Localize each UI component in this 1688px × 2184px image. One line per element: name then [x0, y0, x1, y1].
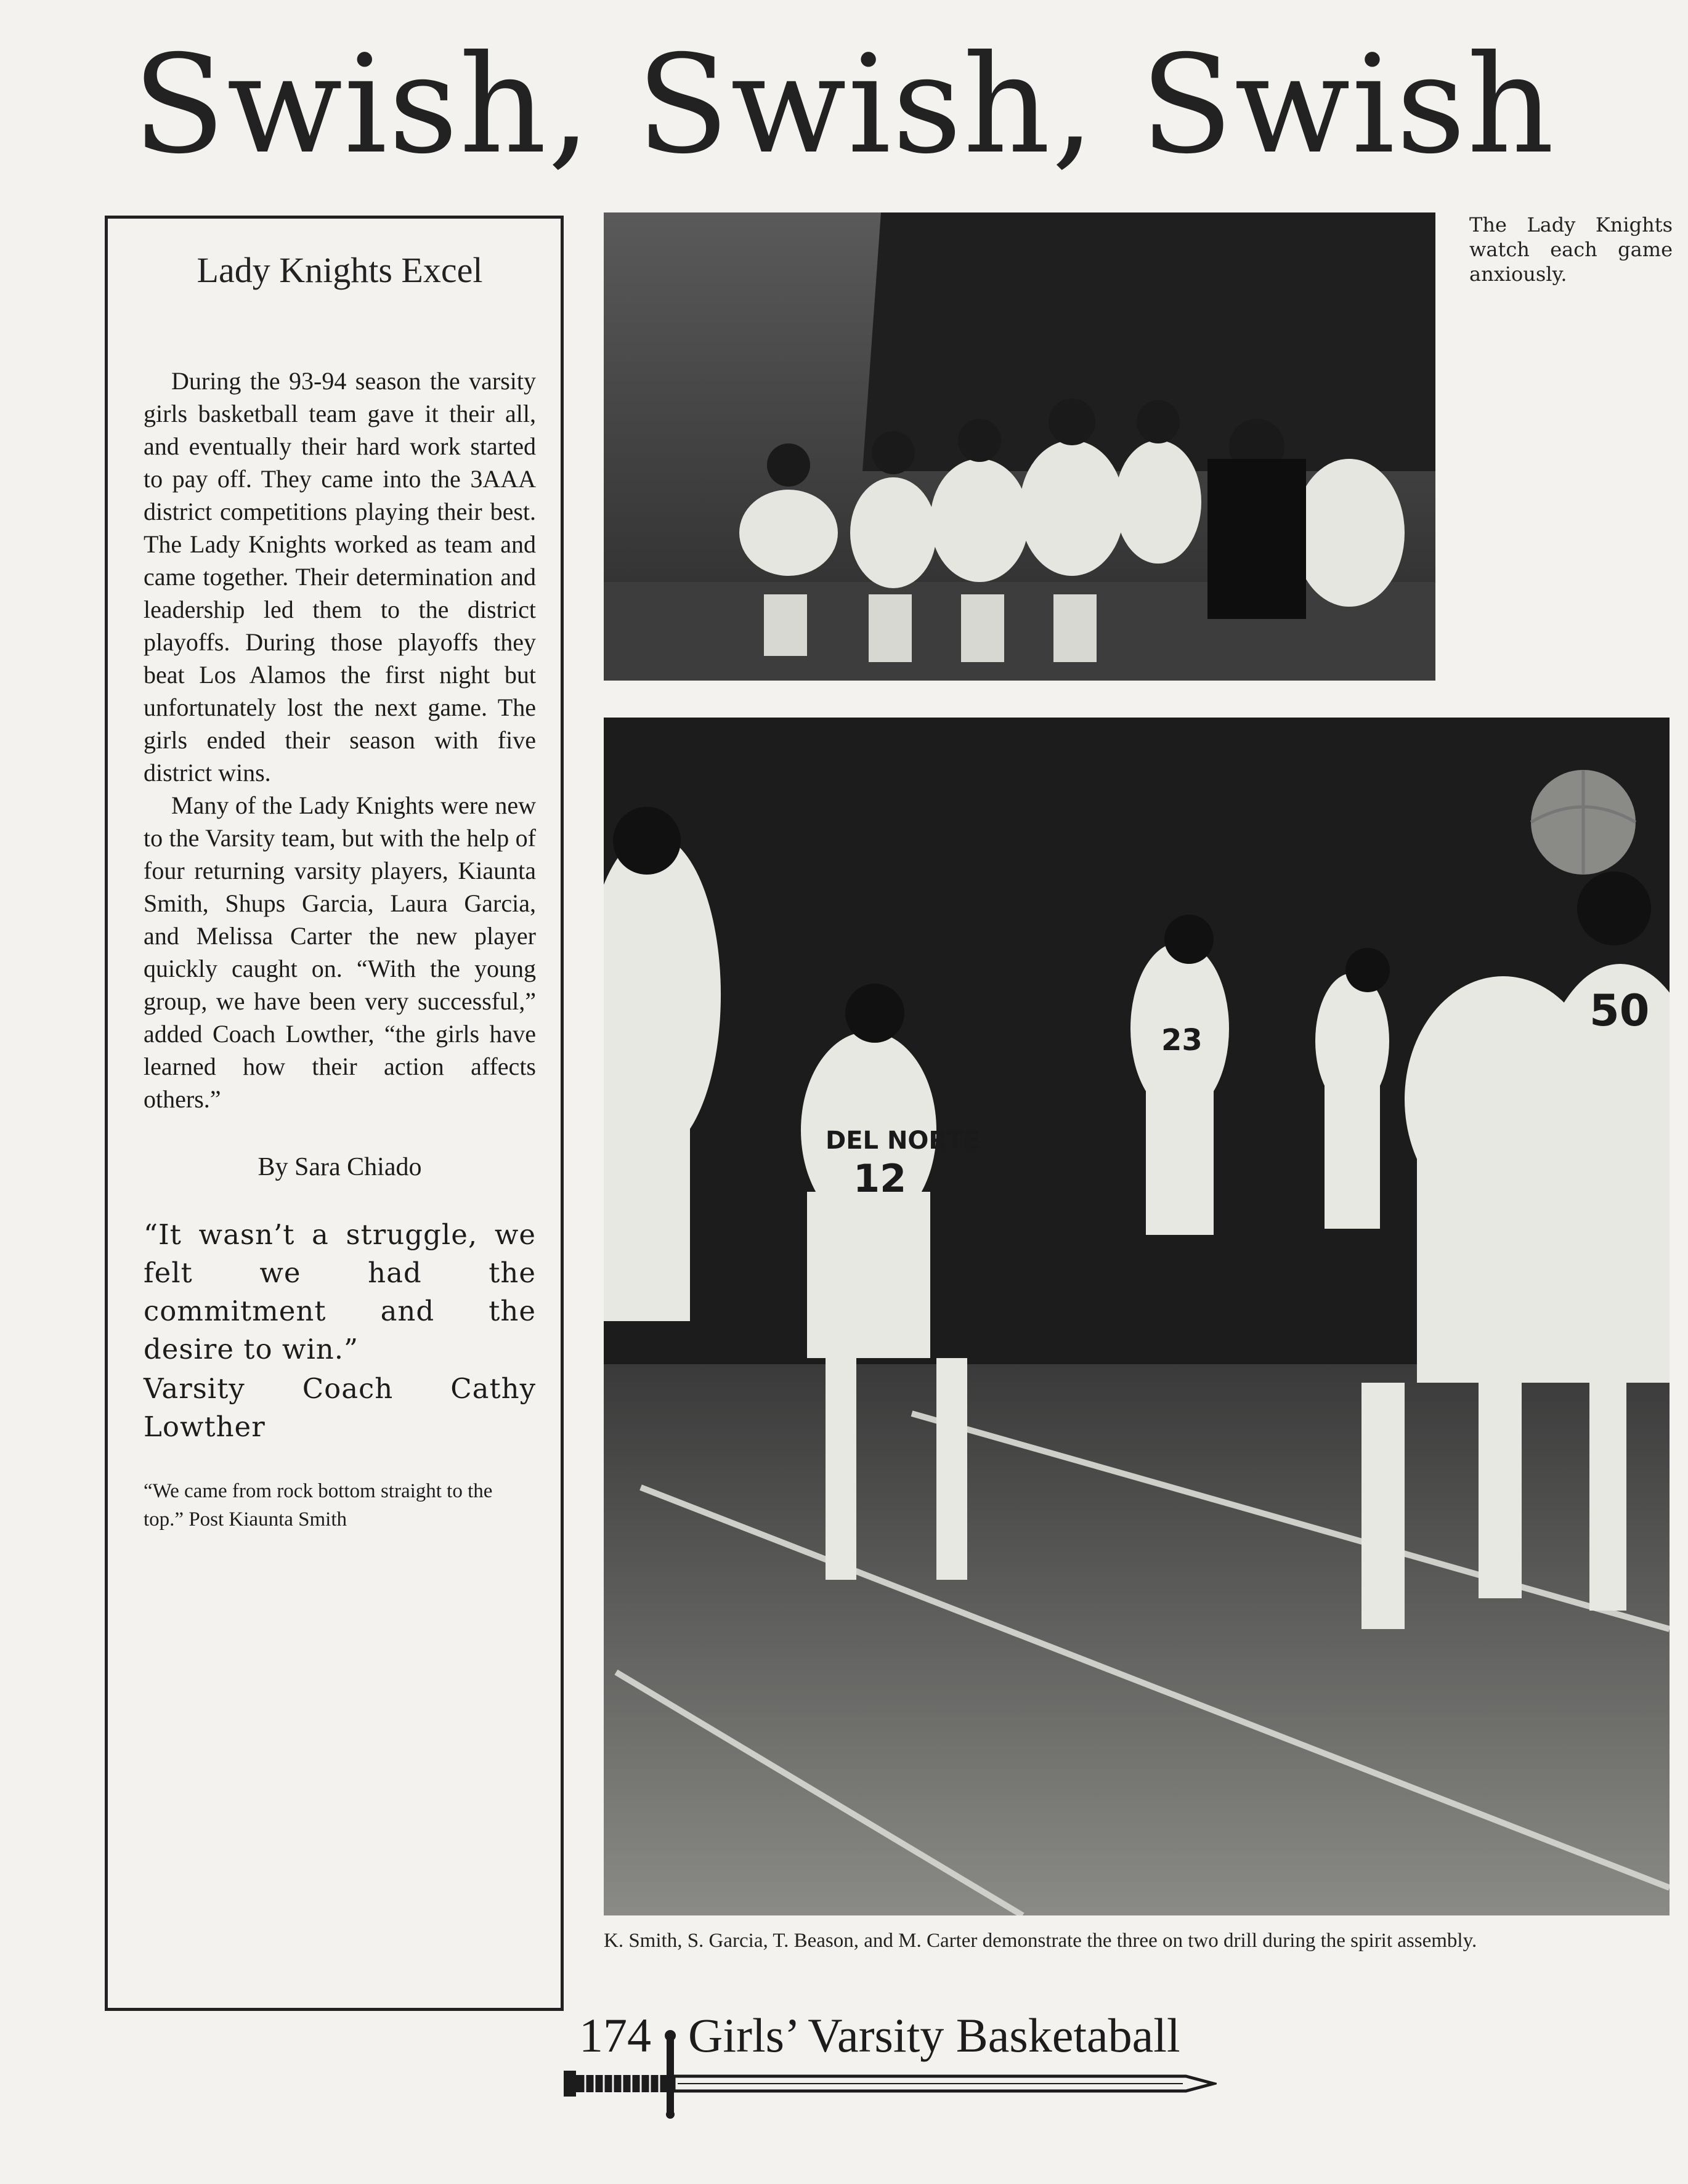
- page-headline: Swish, Swish, Swish: [132, 26, 1556, 184]
- sword-icon: [564, 2011, 1217, 2119]
- story-body: [144, 365, 536, 1115]
- photo-bench-image: [604, 212, 1435, 681]
- court-jersey-text: DEL NORTE: [826, 1126, 981, 1155]
- pull-quote-text: “It wasn’t a struggle, we felt we had the commitment and the desire to win.”: [144, 1218, 536, 1365]
- small-quote: “We came from rock bottom straight to the top.” Post Kiaunta Smith: [144, 1480, 493, 1531]
- story-title: Lady Knights Excel: [197, 250, 483, 290]
- story-paragraph-1: During the 93-94 season the varsity girls basketball team gave it their all, and eventually their hard work started to pay off. They came into the 3AAA district competitions playing their best. The Lady Knights worked as team and came together. Their determination and leadership led them to the district playoffs. During those playoffs they beat Los Alamos the first night but unfortunately lost the next game. The girls ended their season with five district wins.: [144, 367, 536, 787]
- top-photo-caption: The Lady Knights watch each game anxiously.: [1469, 213, 1673, 286]
- court-jersey-number-12: 12: [853, 1156, 907, 1201]
- story-box: [105, 216, 564, 2011]
- photo-bench: [604, 212, 1435, 681]
- court-jersey-number-50: 50: [1589, 985, 1650, 1036]
- court-jersey-number-23: 23: [1161, 1023, 1203, 1058]
- story-paragraph-2: Many of the Lady Knights were new to the Varsity team, but with the help of four returning varsity players, Kiaunta Smith, Shups Garcia, Laura Garcia, and Melissa Carter the new player quickly caught on. “With the young group, we have been very successful,” added Coach Lowther, “the girls have learned how their action affects others.”: [144, 791, 536, 1113]
- pull-quote: [144, 1216, 536, 1446]
- bottom-photo-caption: K. Smith, S. Garcia, T. Beason, and M. Carter demonstrate the three on two drill during the spirit assembly.: [604, 1930, 1477, 1952]
- photo-court-image: [604, 718, 1670, 1915]
- page-number: 174: [579, 2008, 651, 2062]
- section-title: Girls’ Varsity Basketaball: [688, 2008, 1180, 2062]
- byline: By Sara Chiado: [258, 1153, 422, 1181]
- photo-court: [604, 718, 1670, 1915]
- pull-quote-attribution: Varsity Coach Cathy Lowther: [144, 1372, 536, 1443]
